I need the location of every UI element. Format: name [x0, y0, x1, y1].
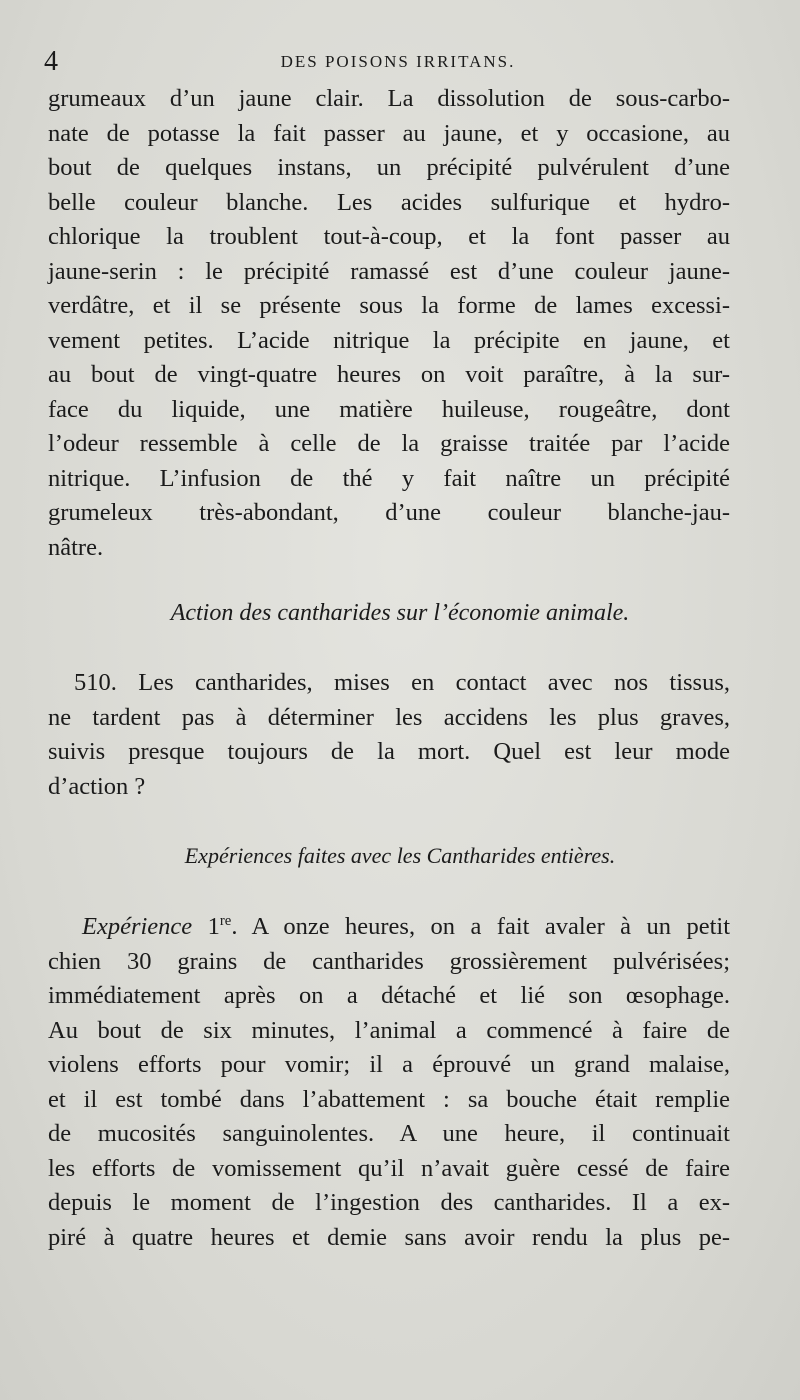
text-line: bout de quelques instans, un précipité pulvérulent d’une — [48, 154, 730, 181]
text-line: Au bout de six minutes, l’animal a commencé à faire de — [48, 1016, 730, 1044]
text-line: nate de potasse la fait passer au jaune, et y occasione, au — [48, 119, 730, 147]
experiment-label: Expérience — [82, 913, 193, 940]
text-line: nitrique. L’infusion de thé y fait naître un précipité — [48, 464, 730, 492]
running-title: DES POISONS IRRITANS. — [280, 52, 516, 71]
section-heading: Action des cantharides sur l’économie animale. — [170, 600, 630, 626]
text-line: au bout de vingt-quatre heures on voit paraître, à la sur- — [48, 361, 730, 388]
text-line: grumeaux d’un jaune clair. La dissolution de sous-carbo- — [48, 85, 730, 112]
first-line-rest: . A onze heures, on a fait avaler à un petit — [231, 913, 730, 940]
text-line: vement petites. L’acide nitrique la précipite en jaune, et — [48, 326, 730, 354]
text-line: depuis le moment de l’ingestion des cantharides. Il a ex- — [48, 1189, 730, 1216]
ordinal-superscript: re — [219, 912, 232, 929]
text-line: de mucosités sanguinolentes. A une heure, il continuait — [48, 1120, 730, 1147]
text-line — [48, 910, 730, 945]
text-line: suivis presque toujours de la mort. Quel est leur mode — [48, 738, 730, 765]
text-line: chlorique la troublent tout-à-coup, et la font passer au — [48, 223, 730, 250]
text-line: piré à quatre heures et demie sans avoir rendu la plus pe- — [48, 1223, 730, 1251]
text-line: ne tardent pas à déterminer les accidens les plus graves, — [48, 703, 730, 731]
running-head — [44, 44, 752, 78]
text-line: l’odeur ressemble à celle de la graisse traitée par l’acide — [48, 430, 730, 457]
paragraph-2 — [48, 666, 730, 804]
text-line: d’action ? — [48, 772, 146, 800]
text-line: belle couleur blanche. Les acides sulfurique et hydro- — [48, 188, 730, 216]
text-line: violens efforts pour vomir; il a éprouvé un grand malaise, — [48, 1051, 730, 1078]
experiment-number: 1 — [207, 913, 220, 940]
subsection-heading: Expériences faites avec les Cantharides entières. — [184, 843, 616, 868]
text-line: nâtre. — [48, 533, 104, 561]
text-line: face du liquide, une matière huileuse, rougeâtre, dont — [48, 395, 730, 423]
text-line: et il est tombé dans l’abattement : sa bouche était remplie — [48, 1085, 730, 1113]
text-line: immédiatement après on a détaché et lié son œsophage. — [48, 982, 730, 1009]
page-number: 4 — [44, 46, 58, 77]
text-line: grumeleux très-abondant, d’une couleur blanche-jau- — [48, 499, 730, 526]
text-line: verdâtre, et il se présente sous la forme de lames excessi- — [48, 292, 730, 319]
text-line: les efforts de vomissement qu’il n’avait guère cessé de faire — [48, 1154, 730, 1182]
text-line: 510. Les cantharides, mises en contact avec nos tissus, — [74, 669, 730, 696]
paragraph-1 — [48, 82, 730, 565]
paragraph-3 — [48, 910, 730, 1255]
text-line: chien 30 grains de cantharides grossièrement pulvérisées; — [48, 947, 730, 975]
text-line: jaune-serin : le précipité ramassé est d’une couleur jaune- — [48, 257, 730, 285]
